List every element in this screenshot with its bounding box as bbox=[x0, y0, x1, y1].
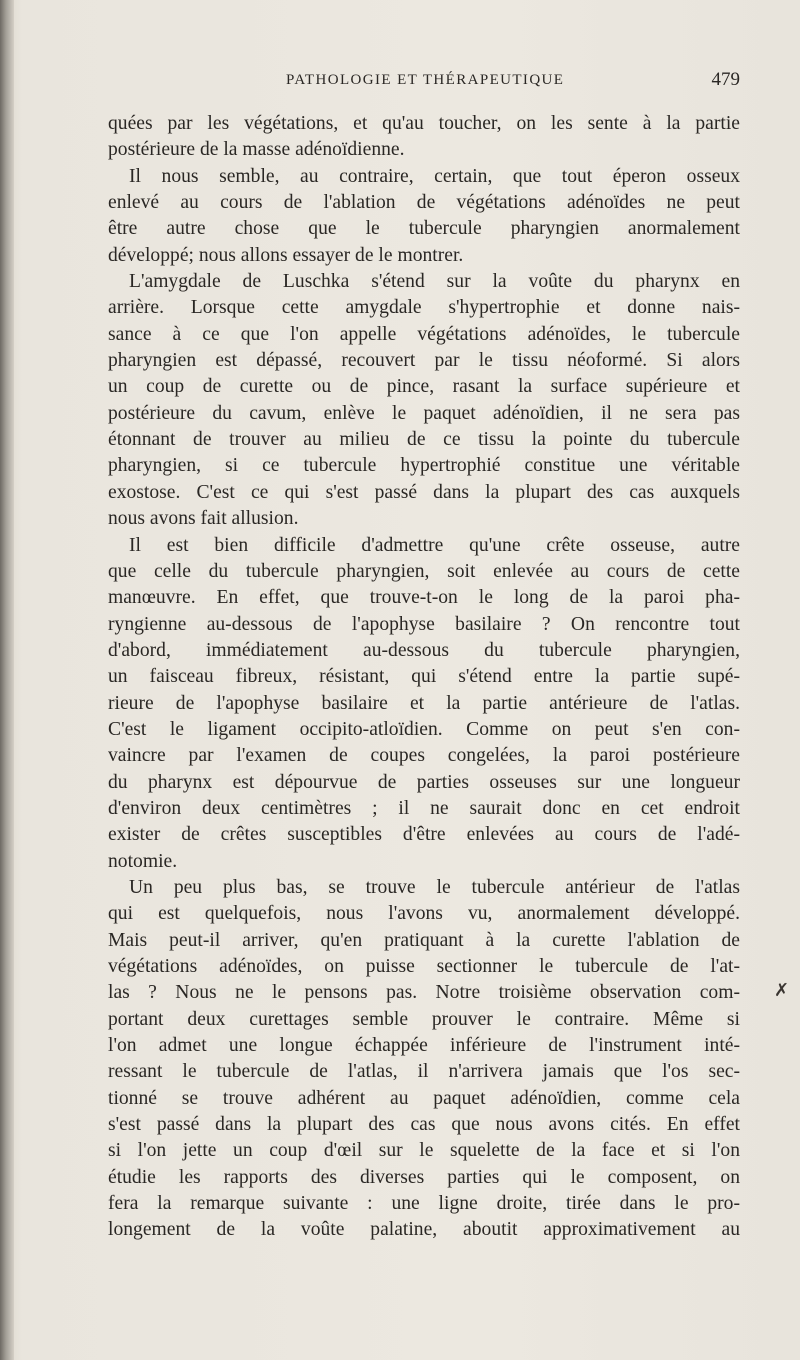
text-line: un coup de curette ou de pince, rasant la surface supérieure et bbox=[108, 376, 740, 398]
page-gutter-shadow bbox=[0, 0, 14, 1360]
text-line: l'on admet une longue échappée inférieure de l'instrument inté- bbox=[108, 1035, 740, 1057]
text-line: être autre chose que le tubercule pharyngien anormalement bbox=[108, 218, 740, 240]
text-line: fera la remarque suivante : une ligne droite, tirée dans le pro- bbox=[108, 1193, 740, 1215]
body-text bbox=[108, 111, 740, 1244]
text-line: longement de la voûte palatine, aboutit approximativement au bbox=[108, 1219, 740, 1241]
text-line: que celle du tubercule pharyngien, soit enlevée au cours de cette bbox=[108, 560, 740, 582]
text-line: du pharynx est dépourvue de parties osseuses sur une longueur bbox=[108, 771, 740, 793]
text-line: rieure de l'apophyse basilaire et la partie antérieure de l'atlas. bbox=[108, 692, 740, 714]
text-line: ressant le tubercule de l'atlas, il n'arrivera jamais que l'os sec- bbox=[108, 1061, 740, 1083]
text-line: Un peu plus bas, se trouve le tubercule antérieur de l'atlas bbox=[129, 876, 740, 898]
text-line: pharyngien est dépassé, recouvert par le tissu néoformé. Si alors bbox=[108, 350, 740, 372]
text-line: s'est passé dans la plupart des cas que nous avons cités. En effet bbox=[108, 1114, 740, 1136]
text-line: vaincre par l'examen de coupes congelées, la paroi postérieure bbox=[108, 745, 740, 767]
text-line: d'abord, immédiatement au-dessous du tubercule pharyngien, bbox=[108, 639, 740, 661]
text-line: manœuvre. En effet, que trouve-t-on le long de la paroi pha- bbox=[108, 587, 740, 609]
text-line: tionné se trouve adhérent au paquet adénoïdien, comme cela bbox=[108, 1087, 740, 1109]
text-line: L'amygdale de Luschka s'étend sur la voûte du pharynx en bbox=[129, 271, 740, 293]
text-line: portant deux curettages semble prouver le contraire. Même si bbox=[108, 1008, 740, 1030]
text-line: arrière. Lorsque cette amygdale s'hypertrophie et donne nais- bbox=[108, 297, 740, 319]
running-header bbox=[108, 70, 740, 94]
text-line: nous avons fait allusion. bbox=[108, 508, 299, 530]
text-line: d'environ deux centimètres ; il ne saurait donc en cet endroit bbox=[108, 797, 740, 819]
text-line: las ? Nous ne le pensons pas. Notre troisième observation com- bbox=[108, 982, 740, 1004]
text-line: pharyngien, si ce tubercule hypertrophié constitue une véritable bbox=[108, 455, 740, 477]
text-line: si l'on jette un coup d'œil sur le squelette de la face et si l'on bbox=[108, 1140, 740, 1162]
running-title: PATHOLOGIE ET THÉRAPEUTIQUE bbox=[286, 72, 565, 88]
text-line: enlevé au cours de l'ablation de végétations adénoïdes ne peut bbox=[108, 192, 740, 214]
text-line: Il est bien difficile d'admettre qu'une crête osseuse, autre bbox=[129, 534, 740, 556]
text-line: étudie les rapports des diverses parties qui le composent, on bbox=[108, 1166, 740, 1188]
text-line: Il nous semble, au contraire, certain, que tout éperon osseux bbox=[129, 165, 740, 187]
text-line: développé; nous allons essayer de le montrer. bbox=[108, 244, 464, 266]
text-line: sance à ce que l'on appelle végétations adénoïdes, le tubercule bbox=[108, 323, 740, 345]
text-line: postérieure de la masse adénoïdienne. bbox=[108, 139, 405, 161]
text-line: exostose. C'est ce qui s'est passé dans la plupart des cas auxquels bbox=[108, 481, 740, 503]
page-number: 479 bbox=[711, 69, 740, 90]
text-line: exister de crêtes susceptibles d'être enlevées au cours de l'adé- bbox=[108, 824, 740, 846]
text-line: Mais peut-il arriver, qu'en pratiquant à la curette l'ablation de bbox=[108, 929, 740, 951]
margin-annotation: ✗ bbox=[774, 980, 790, 1000]
text-line: postérieure du cavum, enlève le paquet adénoïdien, il ne sera pas bbox=[108, 402, 740, 424]
text-line: quées par les végétations, et qu'au toucher, on les sente à la partie bbox=[108, 113, 740, 134]
text-line: végétations adénoïdes, on puisse sectionner le tubercule de l'at- bbox=[108, 956, 740, 977]
text-line: un faisceau fibreux, résistant, qui s'étend entre la partie supé- bbox=[108, 666, 740, 688]
text-line: ryngienne au-dessous de l'apophyse basilaire ? On rencontre tout bbox=[108, 613, 740, 635]
text-line: qui est quelquefois, nous l'avons vu, anormalement développé. bbox=[108, 903, 740, 925]
text-line: notomie. bbox=[108, 850, 178, 872]
text-line: C'est le ligament occipito-atloïdien. Comme on peut s'en con- bbox=[108, 718, 740, 740]
text-line: étonnant de trouver au milieu de ce tissu la pointe du tubercule bbox=[108, 429, 740, 451]
